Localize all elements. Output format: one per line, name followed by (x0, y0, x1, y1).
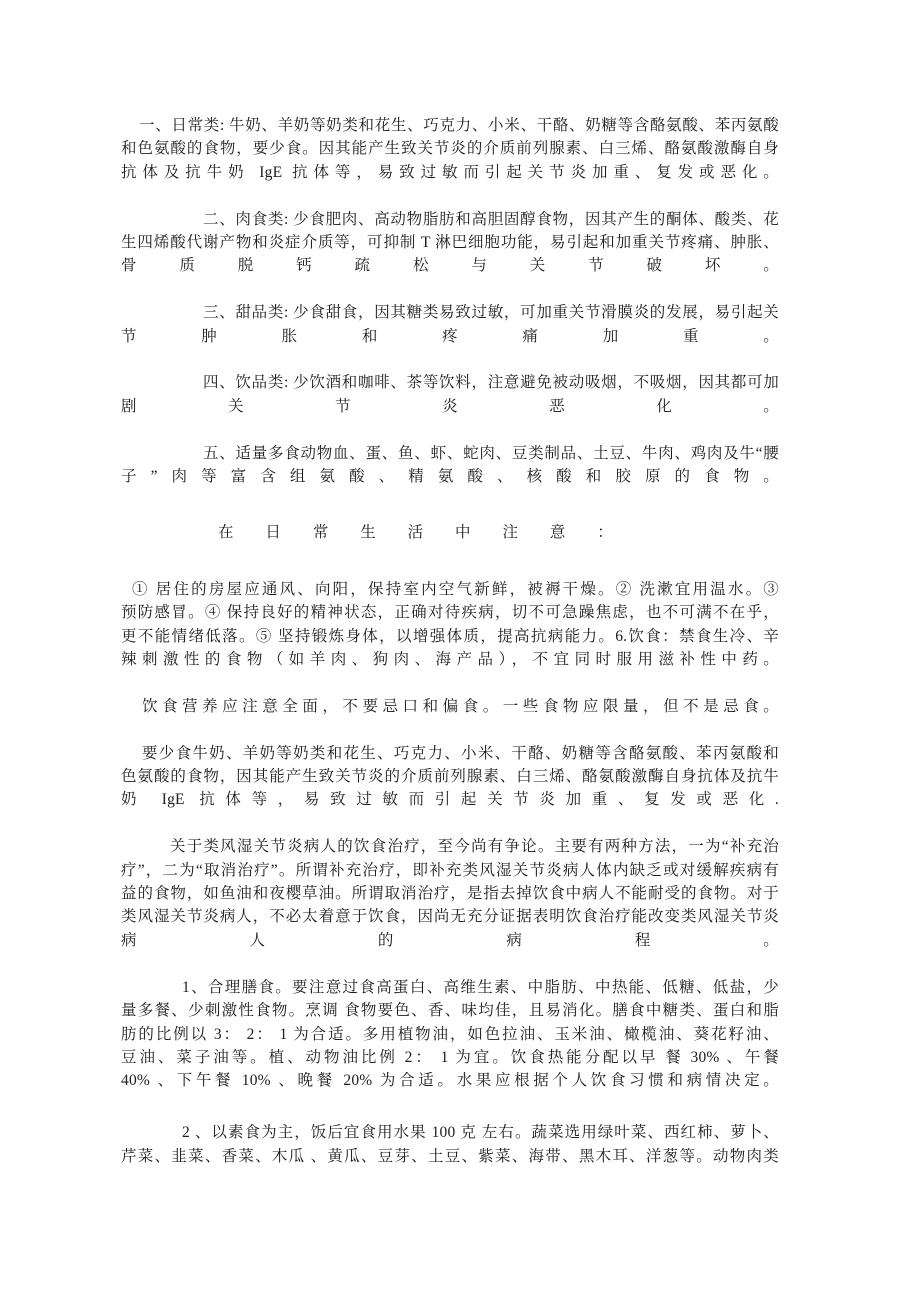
paragraph (121, 976, 779, 1093)
text-line: 三、甜品类: 少食甜食，因其糖类易致过敏，可加重关节滑膜炎的发展，易引起关 (203, 304, 779, 322)
text-line: 预防感冒。④ 保持良好的精神状态，正确对待疾病，切不可急躁焦虑，也不可满不在乎， (121, 604, 779, 622)
text-line: 二、肉食类: 少食肥肉、高动物脂肪和高胆固醇食物，因其产生的酮体、酸类、花 (203, 210, 779, 228)
text-line: 饮食营养应注意全面，不要忌口和偏食。一些食物应限量，但不是忌食。 (142, 697, 779, 715)
text-line: 剧关节炎恶化。 (121, 397, 779, 415)
text-line: 疗”，二为“取消治疗”。所谓补充治疗，即补充类风湿关节炎病人体内缺乏或对缓解疾病有 (121, 861, 779, 879)
text-line: 1、合理膳食。要注意过食高蛋白、高维生素、中脂肪、中热能、低糖、低盐，少 (182, 978, 779, 996)
paragraph (121, 371, 779, 418)
text-line: 肪的比例以 3： 2： 1 为合适。多用植物油，如色拉油、玉米油、橄榄油、葵花籽油、 (121, 1025, 779, 1043)
paragraph (121, 1121, 779, 1168)
text-line: 抗体及抗牛奶 IgE 抗体等，易致过敏而引起关节炎加重、复发或恶化。 (121, 163, 779, 181)
text-line: 色氨酸的食物，因其能产生致关节炎的介质前列腺素、白三烯、酪氨酸激酶自身抗体及抗牛 (121, 768, 779, 786)
text-line: 在日常生活中注意： (218, 524, 613, 542)
paragraph (121, 301, 779, 348)
text-line: 节肿胀和疼痛加重。 (121, 327, 779, 345)
text-line: 奶 IgE 抗体等，易致过敏而引起关节炎加重、复发或恶化. (121, 791, 779, 809)
paragraph (121, 835, 779, 952)
document-content (121, 114, 799, 1168)
paragraph (121, 695, 779, 718)
text-line: 四、饮品类: 少饮酒和咖啡、茶等饮料，注意避免被动吸烟，不吸烟，因其都可加 (203, 374, 779, 392)
text-line: 生四烯酸代谢产物和炎症介质等，可抑制 T 淋巴细胞功能，易引起和加重关节疼痛、肿胀、 (121, 234, 779, 252)
text-line: 要少食牛奶、羊奶等奶类和花生、巧克力、小米、干酪、奶糖等含酪氨酸、苯丙氨酸和 (142, 744, 779, 762)
paragraph (121, 442, 779, 489)
text-line: 一、日常类: 牛奶、羊奶等奶类和花生、巧克力、小米、干酪、奶糖等含酪氨酸、苯丙氨酸 (139, 117, 779, 134)
paragraph (121, 578, 779, 672)
text-line: 骨质脱钙疏松与关节破坏。 (121, 257, 779, 275)
text-line: 和色氨酸的食物，要少食。因其能产生致关节炎的介质前列腺素、白三烯、酪氨酸激酶自身 (121, 140, 779, 158)
text-line: 五、适量多食动物血、蛋、鱼、虾、蛇肉、豆类制品、土豆、牛肉、鸡肉及牛“腰 (203, 444, 779, 462)
text-line: 类风湿关节炎病人，不必太着意于饮食，因尚无充分证据表明饮食治疗能改变类风湿关节炎 (121, 908, 779, 926)
text-line: 子”肉等富含组氨酸、精氨酸、核酸和胶原的食物。 (121, 468, 779, 486)
text-line: 芹菜、韭菜、香菜、木瓜 、黄瓜、豆芽、土豆、紫菜、海带、黑木耳、洋葱等。动物肉类 (121, 1147, 779, 1165)
text-line: 更不能情绪低落。⑤ 坚持锻炼身体，以增强体质，提高抗病能力。6.饮食：禁食生冷、辛 (121, 627, 779, 645)
text-line: 益的食物，如鱼油和夜樱草油。所谓取消治疗，是指去掉饮食中病人不能耐受的食物。对于 (121, 885, 779, 903)
text-line: 辣刺激性的食物（如羊肉、狗肉、海产品），不宜同时服用滋补性中药。 (121, 651, 779, 669)
paragraph (121, 114, 779, 184)
text-line: 豆油、菜子油等。植、动物油比例 2： 1 为宜。饮食热能分配以早 餐 30% 、午餐 (121, 1048, 779, 1066)
text-line: 40% 、下午餐 10% 、晚餐 20% 为合适。水果应根据个人饮食习惯和病情决定。 (121, 1072, 779, 1090)
paragraph (121, 208, 779, 278)
section-heading-line (218, 521, 613, 544)
text-line: 关于类风湿关节炎病人的饮食治疗，至今尚有争论。主要有两种方法，一为“补充治 (170, 838, 779, 856)
text-line: 病人的病程。 (121, 931, 779, 949)
text-line: ① 居住的房屋应通风、向阳，保持室内空气新鲜，被褥干燥。② 洗漱宜用温水。③ (132, 580, 779, 598)
text-line: 量多餐、少刺激性食物。烹调 食物要色、香、味均佳，且易消化。膳食中糖类、蛋白和脂 (121, 1002, 779, 1020)
paragraph (121, 742, 779, 812)
text-line: 2 、以素食为主，饭后宜食用水果 100 克 左右。蔬菜选用绿叶菜、西红柿、萝卜、 (182, 1124, 779, 1142)
